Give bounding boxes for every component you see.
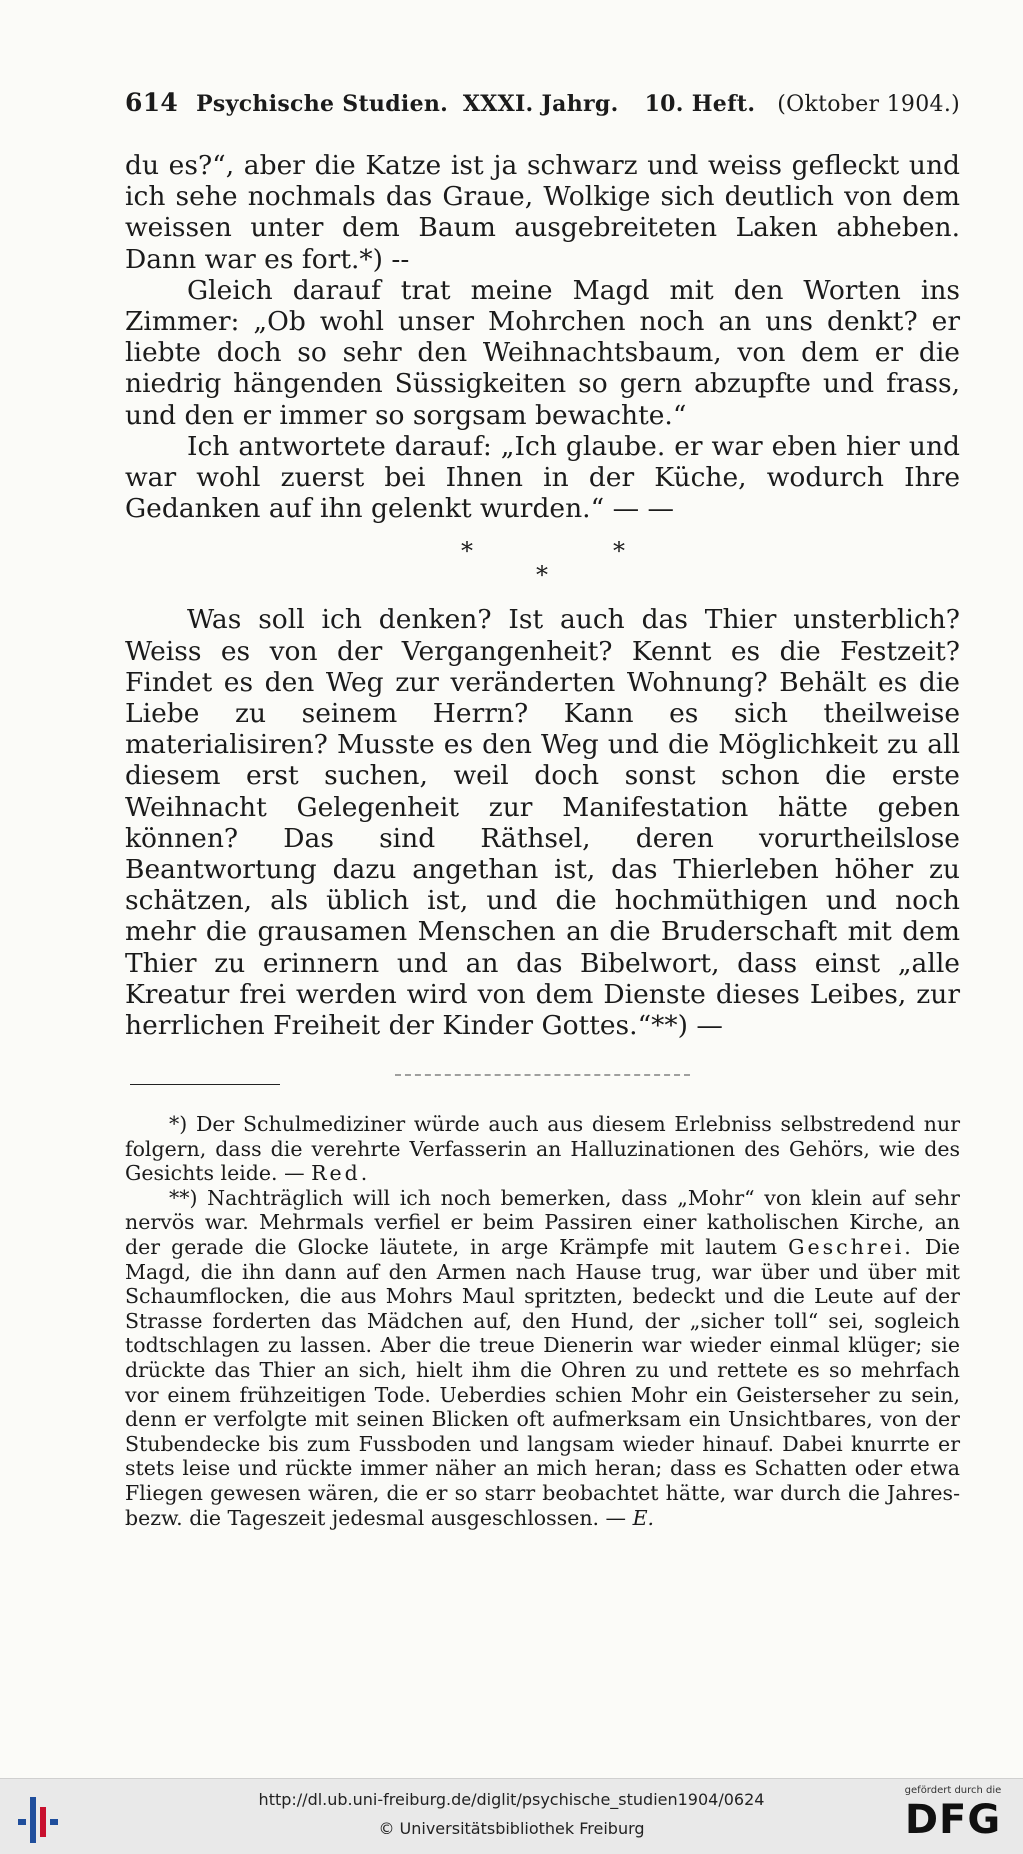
page-number: 614	[125, 88, 179, 117]
footnote-text: **) Nachträglich will ich noch bemerken, dass „Mohr“ von klein auf sehr nervös war. Mehrmals verfiel er beim Passiren einer katholischen Kirche, an der gerade die Glocke läutete, in arge Krämpfe mit lautem	[125, 1185, 960, 1259]
paragraph: Ich antwortete darauf: „Ich glaube. er war eben hier und war wohl zuerst bei Ihnen in der Küche, wodurch Ihre Gedanken auf ihn gelenkt wurden.“ — —	[125, 430, 960, 525]
volume-label: XXXI. Jahrg.	[462, 91, 619, 117]
dfg-logo	[897, 1785, 1009, 1843]
footnote-signature: E.	[632, 1505, 655, 1530]
paragraph: Was soll ich denken? Ist auch das Thier unsterblich? Weiss es von der Vergangenheit? Kennt es die Festzeit? Findet es den Weg zur veränderten Wohnung? Behält es die Liebe zu seinem Herrn? Kann es sich theilweise materialisiren? Musste es den Weg und die Möglichkeit zu all diesem erst suchen, weil doch sonst schon die erste Weihnacht Gelegenheit zur Manifestation hätte geben können? Das sind Räthsel, deren vorurtheilslose Beantwortung dazu angethan ist, das Thierleben höher zu schätzen, als üblich ist, und die hochmüthigen und noch mehr die grausamen Menschen an die Bruderschaft mit dem Thier zu erinnern und an das Bibelwort, dass einst „alle Kreatur frei werden wird von dem Dienste dieses Leibes, zur herrlichen Freiheit der Kinder Gottes.“**) —	[125, 604, 960, 1042]
asterism-star: *	[461, 537, 473, 566]
paragraph: Gleich darauf trat meine Magd mit den Worten ins Zimmer: „Ob wohl unser Mohrchen noch an uns denkt? er liebte doch so sehr den Weihnachtsbaum, von dem er die niedrig hängenden Süssigkeiten so gern abzupfte und frass, und den er immer so sorgsam bewachte.“	[125, 274, 960, 431]
asterism-star: *	[536, 561, 548, 590]
funder-logo-text: DFG	[904, 1797, 1002, 1843]
footnote-signature: Red.	[311, 1161, 371, 1186]
footnote-text: *) Der Schulmediziner würde auch aus diesem Erlebniss selbstredend nur folgern, dass die verehrte Verfasserin an Halluzinationen des Gehörs, wie des Gesichts leide. —	[125, 1112, 960, 1186]
issue-label: 10. Heft.	[644, 91, 756, 117]
permalink-url[interactable]: http://dl.ub.uni-freiburg.de/diglit/psychische_studien1904/0624	[258, 1790, 765, 1809]
paragraph: du es?“, aber die Katze ist ja schwarz und weiss gefleckt und ich sehe nochmals das Graue, Wolkige sich deutlich von dem weissen unter dem Baum ausgebreiteten Laken abheben. Dann war es fort.*) --	[125, 150, 960, 275]
footnotes	[125, 1112, 960, 1530]
emphasized-word: Geschrei.	[788, 1234, 914, 1259]
journal-title: Psychische Studien.	[196, 91, 449, 117]
footnote-text: Die Magd, die ihn dann auf den Armen nach Hause trug, war über und über mit Schaumflocken, die aus Mohrs Maul spritzten, bedeckt und die Leute auf der Strasse forderten das Mädchen auf, den Hund, der „sicher toll“ sei, sogleich todtschlagen zu lassen. Aber die treue Dienerin war wieder einmal klüger; sie drückte das Thier an sich, hielt ihm die Ohren zu und rettete es so mehrfach vor einem frühzeitigen Tode. Ueberdies schien Mohr ein Geisterseher zu sein, denn er verfolgte mit seinen Blicken oft aufmerksam ein Unsichtbares, von der Stubendecke bis zum Fussboden und langsam wieder hinauf. Dabei knurrte er stets leise und rückte immer näher an mich heran; dass es Schatten oder etwa Fliegen gewesen wären, die er so starr beobachtet hätte, war durch die Jahres- bezw. die Tageszeit jedesmal ausgeschlossen. —	[125, 1234, 960, 1530]
footnote-rule	[130, 1084, 280, 1085]
footnote-1	[125, 1112, 960, 1186]
funder-prefix: gefördert durch die	[904, 1785, 1002, 1796]
main-text	[125, 150, 960, 1041]
viewer-footer	[0, 1778, 1023, 1854]
print-smudge	[395, 1074, 690, 1076]
copyright-notice: © Universitätsbibliothek Freiburg	[378, 1819, 645, 1838]
running-header	[125, 88, 960, 117]
asterism-separator	[125, 532, 960, 600]
asterism-star: *	[613, 537, 625, 566]
issue-date: (Oktober 1904.)	[777, 92, 960, 117]
footnote-2	[125, 1186, 960, 1530]
